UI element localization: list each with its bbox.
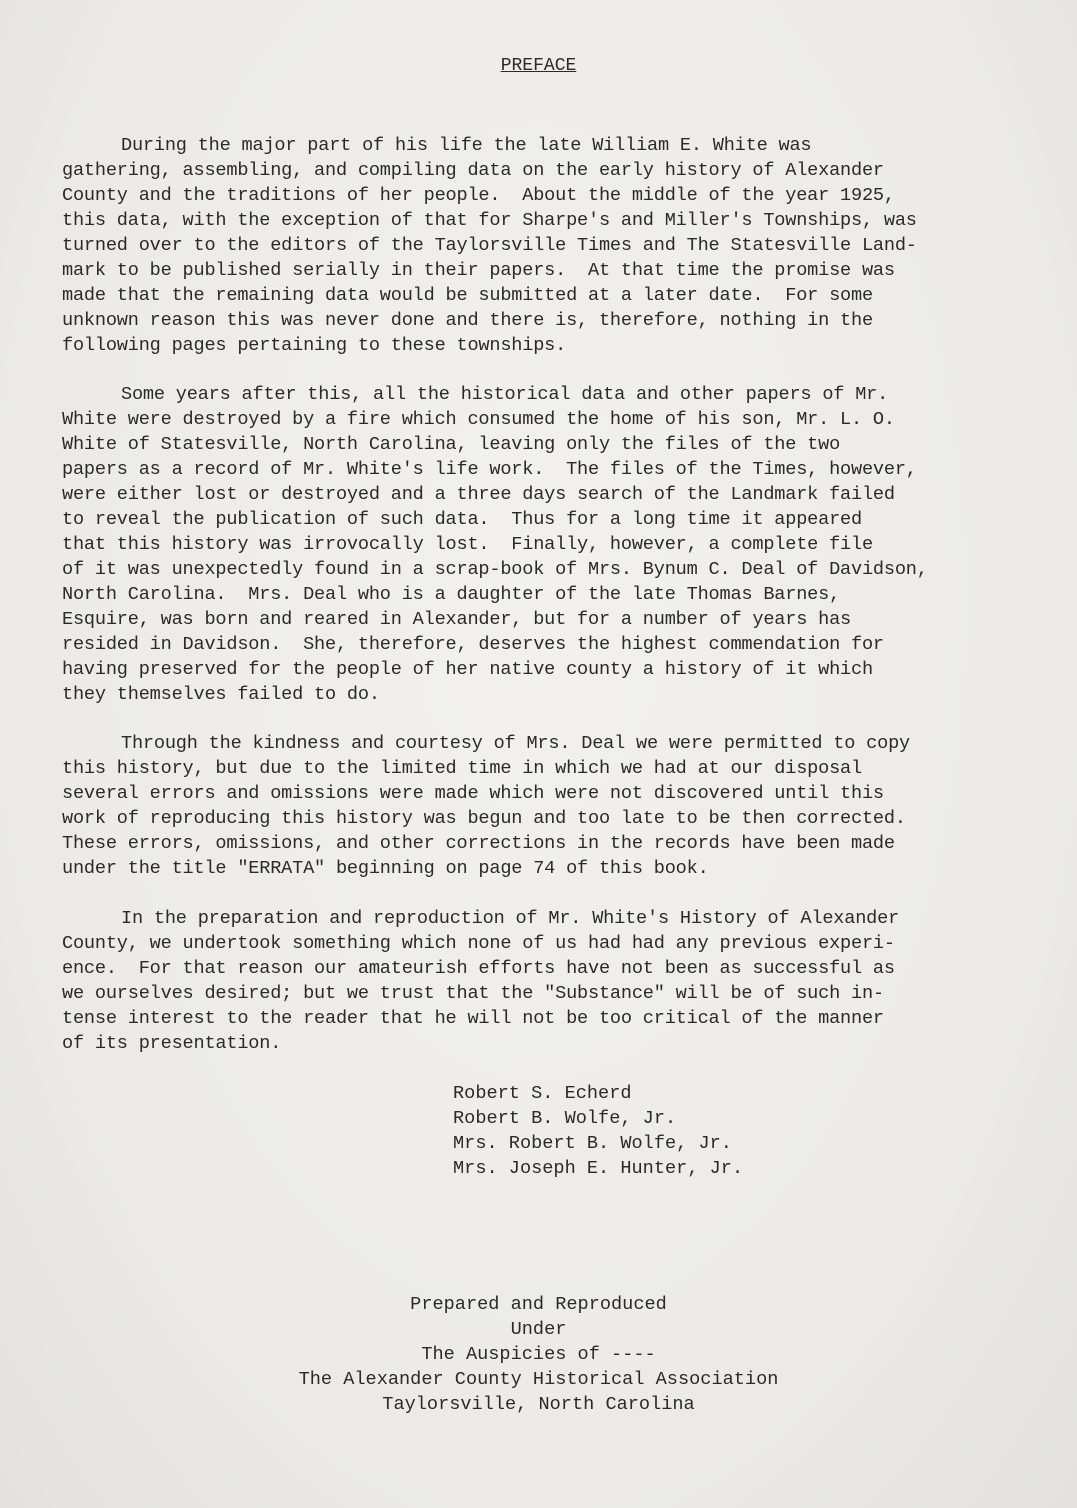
paragraph-2-line: Esquire, was born and reared in Alexander, but for a number of years has xyxy=(62,609,851,630)
paragraph-2-line: White were destroyed by a fire which consumed the home of his son, Mr. L. O. xyxy=(62,409,895,430)
paragraph-2-line: North Carolina. Mrs. Deal who is a daughter of the late Thomas Barnes, xyxy=(62,584,841,605)
paragraph-3-line: this history, but due to the limited time in which we had at our disposal xyxy=(62,758,862,779)
paragraph-2-line: to reveal the publication of such data. Thus for a long time it appeared xyxy=(62,509,862,530)
paragraph-2-line: they themselves failed to do. xyxy=(62,684,380,705)
paragraph-3-line: These errors, omissions, and other corrections in the records have been made xyxy=(62,833,895,854)
paragraph-2-line: of it was unexpectedly found in a scrap-book of Mrs. Bynum C. Deal of Davidson, xyxy=(62,559,928,580)
footer-line: The Alexander County Historical Association xyxy=(298,1369,779,1390)
paragraph-2-line: Some years after this, all the historical data and other papers of Mr. xyxy=(121,384,889,405)
paragraph-2-line: having preserved for the people of her native county a history of it which xyxy=(62,659,873,680)
paragraph-4-line: we ourselves desired; but we trust that the "Substance" will be of such in- xyxy=(62,983,884,1004)
paragraph-2-line: papers as a record of Mr. White's life work. The files of the Times, however, xyxy=(62,459,917,480)
paragraph-2-line: were either lost or destroyed and a three days search of the Landmark failed xyxy=(62,484,895,505)
paragraph-2-line: resided in Davidson. She, therefore, deserves the highest commendation for xyxy=(62,634,884,655)
paragraph-1-line: turned over to the editors of the Taylorsville Times and The Statesville Land- xyxy=(62,235,917,256)
paragraph-1-line: County and the traditions of her people. About the middle of the year 1925, xyxy=(62,185,895,206)
paragraph-3-line: several errors and omissions were made which were not discovered until this xyxy=(62,783,884,804)
paragraph-4-line: ence. For that reason our amateurish efforts have not been as successful as xyxy=(62,958,895,979)
paragraph-1-line: gathering, assembling, and compiling data on the early history of Alexander xyxy=(62,160,884,181)
footer-line: Prepared and Reproduced xyxy=(410,1294,667,1315)
paragraph-1-line: following pages pertaining to these townships. xyxy=(62,335,567,356)
signature-name: Robert B. Wolfe, Jr. xyxy=(453,1108,677,1129)
signature-name: Mrs. Robert B. Wolfe, Jr. xyxy=(453,1133,732,1154)
paragraph-3-line: under the title "ERRATA" beginning on page 74 of this book. xyxy=(62,858,709,879)
paragraph-3-line: Through the kindness and courtesy of Mrs. Deal we were permitted to copy xyxy=(121,733,910,754)
paragraph-1-line: mark to be published serially in their papers. At that time the promise was xyxy=(62,260,895,281)
footer-line: Under xyxy=(510,1319,567,1340)
paragraph-1-line: During the major part of his life the late William E. White was xyxy=(121,135,812,156)
footer-line: Taylorsville, North Carolina xyxy=(382,1394,695,1415)
paragraph-1-line: unknown reason this was never done and there is, therefore, nothing in the xyxy=(62,310,873,331)
signature-name: Mrs. Joseph E. Hunter, Jr. xyxy=(453,1158,744,1179)
paragraph-1-line: made that the remaining data would be submitted at a later date. For some xyxy=(62,285,873,306)
page-title: PREFACE xyxy=(500,56,577,76)
paragraph-2-line: that this history was irrovocally lost. Finally, however, a complete file xyxy=(62,534,873,555)
paragraph-4-line: In the preparation and reproduction of Mr. White's History of Alexander xyxy=(121,908,900,929)
paragraph-4-line: tense interest to the reader that he will not be too critical of the manner xyxy=(62,1008,884,1029)
paragraph-3-line: work of reproducing this history was begun and too late to be then corrected. xyxy=(62,808,906,829)
paragraph-2-line: White of Statesville, North Carolina, leaving only the files of the two xyxy=(62,434,841,455)
paragraph-1-line: this data, with the exception of that for Sharpe's and Miller's Townships, was xyxy=(62,210,917,231)
signature-name: Robert S. Echerd xyxy=(453,1083,632,1104)
paragraph-4-line: County, we undertook something which none of us had had any previous experi- xyxy=(62,933,895,954)
footer-line: The Auspicies of ---- xyxy=(421,1344,656,1365)
paragraph-4-line: of its presentation. xyxy=(62,1033,282,1054)
